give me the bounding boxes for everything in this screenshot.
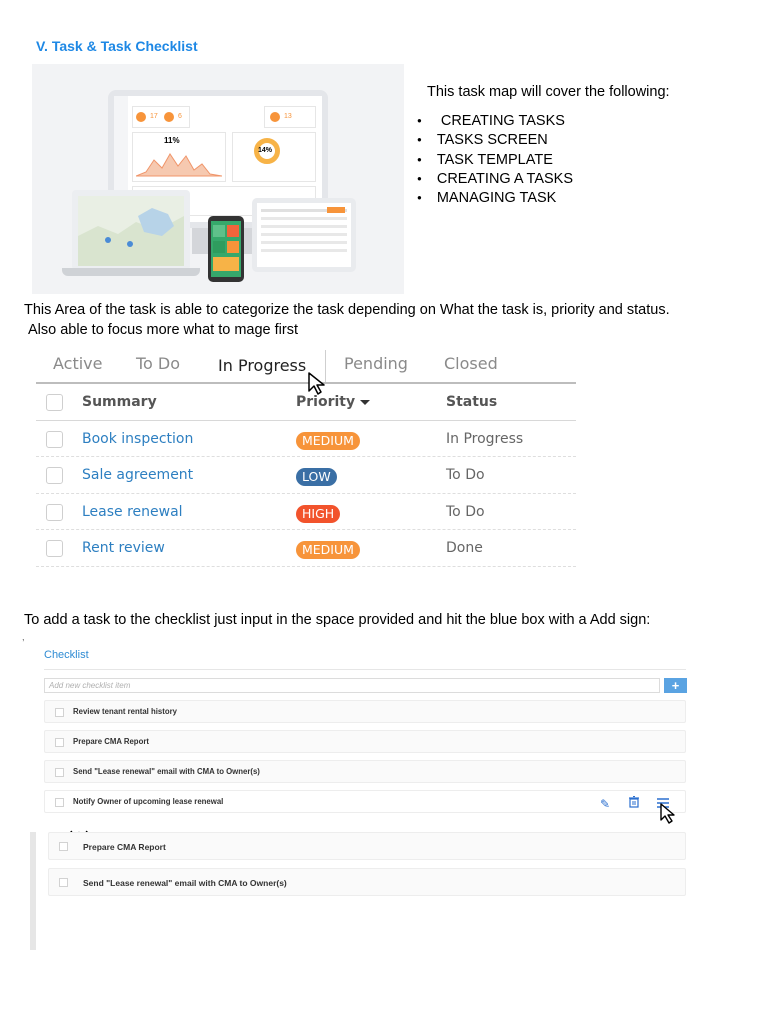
table-row[interactable]	[36, 421, 576, 458]
row-checkbox[interactable]	[46, 431, 63, 448]
task-summary-link[interactable]: Rent review	[82, 540, 165, 556]
stray-mark: ,	[22, 632, 25, 642]
dragging-checklist-item[interactable]	[48, 832, 686, 860]
row-checkbox[interactable]	[46, 540, 63, 557]
tab-in-progress[interactable]: In Progress	[218, 356, 307, 375]
topic-item: ● CREATING TASKS	[417, 112, 573, 131]
topic-item: ● TASK TEMPLATE	[417, 151, 573, 170]
table-row[interactable]	[36, 530, 576, 567]
checklist-checkbox[interactable]	[59, 878, 68, 887]
priority-badge: HIGH	[296, 505, 340, 523]
row-checkbox[interactable]	[46, 504, 63, 521]
task-status: Done	[446, 540, 483, 556]
checklist-item-label: Send "Lease renewal" email with CMA to Owner(s)	[73, 767, 260, 776]
add-instruction: To add a task to the checklist just input in the space provided and hit the blue box with a Add sign:	[24, 612, 651, 628]
hero-metric: 14%	[258, 147, 273, 154]
trash-icon[interactable]	[629, 796, 639, 811]
section-title: V. Task & Task Checklist	[36, 38, 198, 54]
checklist-checkbox[interactable]	[55, 708, 64, 717]
checklist-item[interactable]	[44, 760, 686, 783]
checklist-checkbox[interactable]	[55, 798, 64, 807]
hero-image	[32, 64, 404, 294]
task-summary-link[interactable]: Sale agreement	[82, 467, 194, 483]
checklist-checkbox[interactable]	[55, 768, 64, 777]
task-summary-link[interactable]: Lease renewal	[82, 503, 183, 520]
drag-zone-edge	[30, 832, 36, 950]
table-row[interactable]	[36, 457, 576, 494]
checklist-item-label: Send "Lease renewal" email with CMA to Owner(s)	[83, 878, 287, 888]
task-table	[36, 384, 576, 567]
laptop-base	[62, 268, 200, 276]
divider	[44, 669, 686, 670]
checklist-item[interactable]	[44, 730, 686, 753]
status-tabs	[36, 350, 576, 384]
description-line: This Area of the task is able to categorize the task depending on What the task is, priority and status.	[24, 302, 670, 318]
phone-screen	[211, 221, 241, 277]
topic-list	[417, 112, 573, 208]
priority-badge: MEDIUM	[296, 541, 360, 559]
select-all-checkbox[interactable]	[46, 394, 63, 411]
checklist-item-label: Prepare CMA Report	[73, 737, 149, 746]
checklist-checkbox[interactable]	[55, 738, 64, 747]
tab-active[interactable]: Active	[53, 354, 103, 373]
intro-lead: This task map will cover the following:	[427, 84, 670, 100]
checklist-item-label: Notify Owner of upcoming lease renewal	[73, 797, 224, 806]
topic-item: ● MANAGING TASK	[417, 189, 573, 208]
dragging-checklist-item[interactable]	[48, 868, 686, 896]
tab-closed[interactable]: Closed	[444, 354, 498, 373]
pencil-icon[interactable]: ✎	[600, 797, 611, 811]
tablet-table	[257, 203, 351, 267]
sort-caret-icon	[360, 400, 370, 405]
priority-badge: LOW	[296, 468, 337, 486]
table-row[interactable]	[36, 494, 576, 531]
checklist-item-label: Prepare CMA Report	[83, 842, 166, 852]
task-status: To Do	[446, 503, 485, 520]
checklist-item-actions	[586, 795, 669, 813]
topic-item: ● CREATING A TASKS	[417, 170, 573, 189]
checklist-item[interactable]	[44, 700, 686, 723]
column-header-summary[interactable]: Summary	[82, 394, 157, 410]
checklist-item-label: Review tenant rental history	[73, 707, 177, 716]
tab-to-do[interactable]: To Do	[136, 354, 181, 373]
priority-badge: MEDIUM	[296, 432, 360, 450]
laptop-map	[78, 196, 184, 266]
area-sparkline	[136, 146, 222, 178]
column-header-status[interactable]: Status	[446, 394, 498, 410]
task-status: In Progress	[446, 430, 524, 447]
hero-count: 6	[178, 113, 182, 120]
checklist-item[interactable]	[44, 790, 686, 813]
tab-pending[interactable]: Pending	[344, 354, 408, 373]
task-summary-link[interactable]: Book inspection	[82, 430, 194, 447]
row-checkbox[interactable]	[46, 467, 63, 484]
hero-count: 17	[150, 113, 158, 120]
add-checklist-input[interactable]: Add new checklist item	[44, 678, 660, 693]
checklist-checkbox[interactable]	[59, 842, 68, 851]
table-header-row	[36, 384, 576, 421]
hero-metric: 11%	[164, 136, 180, 145]
topic-item: ● TASKS SCREEN	[417, 131, 573, 150]
add-checklist-button[interactable]: +	[664, 678, 687, 693]
checklist-title: Checklist	[44, 649, 89, 661]
description-line: Also able to focus more what to mage first	[28, 322, 298, 338]
column-header-priority[interactable]	[296, 394, 370, 410]
hero-count: 13	[284, 113, 292, 120]
mouse-cursor-icon	[660, 803, 680, 825]
task-status: To Do	[446, 467, 485, 483]
priority-header-label: Priority	[296, 394, 356, 410]
